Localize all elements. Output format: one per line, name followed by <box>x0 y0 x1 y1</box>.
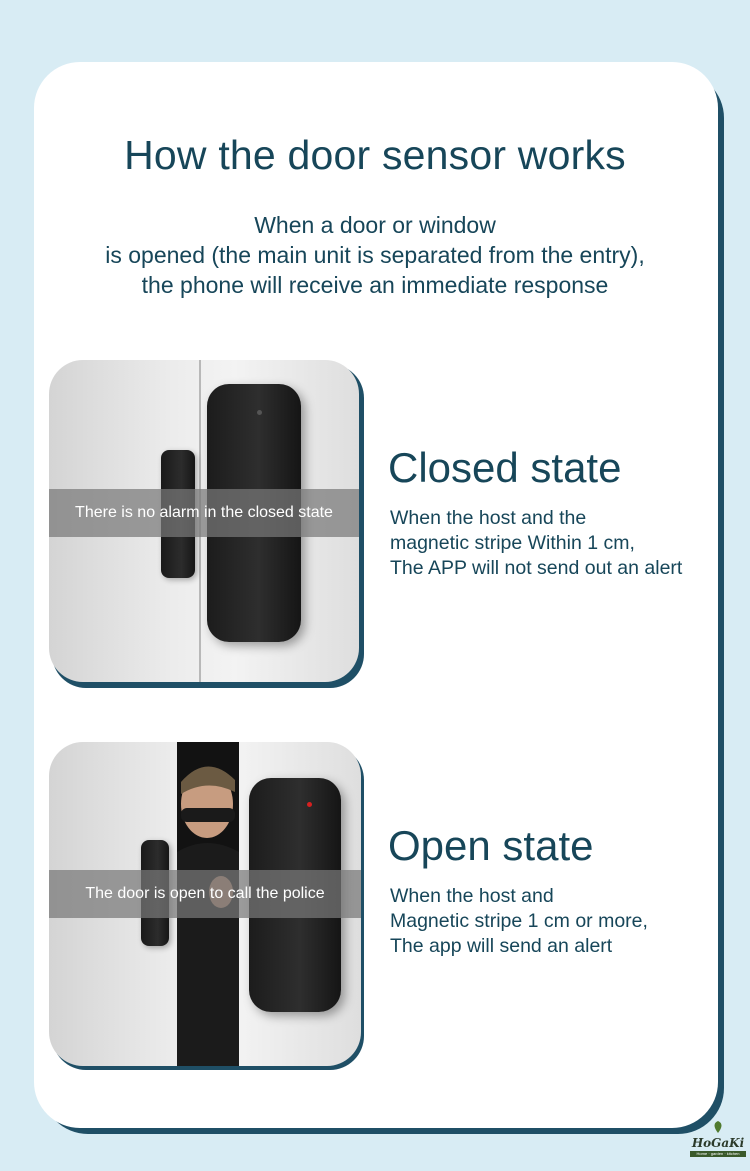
page-subtitle <box>0 210 750 300</box>
open-state-title: Open state <box>388 822 594 869</box>
brand-name: HoGaKi <box>691 1136 745 1150</box>
page-title: How the door sensor works <box>124 132 626 178</box>
brand-logo <box>690 1116 746 1166</box>
leaf-icon <box>709 1120 727 1134</box>
desc-line: When the host and the <box>390 507 587 529</box>
desc-line: The APP will not send out an alert <box>390 557 683 579</box>
subtitle-line: the phone will receive an immediate response <box>141 272 609 298</box>
subtitle-line: is opened (the main unit is separated from the entry), <box>105 242 645 268</box>
open-banner: The door is open to call the police <box>49 870 361 918</box>
desc-line: Magnetic stripe 1 cm or more, <box>390 910 648 932</box>
brand-tagline: Home · garden · kitchen <box>690 1151 746 1157</box>
subtitle-line: When a door or window <box>254 212 496 238</box>
closed-state-desc <box>390 506 682 581</box>
red-led-indicator <box>307 802 312 807</box>
desc-line: The app will send an alert <box>390 935 613 957</box>
open-state-desc <box>390 884 648 959</box>
desc-line: When the host and <box>390 885 554 907</box>
open-state-photo <box>49 742 361 1066</box>
closed-state-photo <box>49 360 359 682</box>
closed-state-title: Closed state <box>388 444 622 491</box>
desc-line: magnetic stripe Within 1 cm, <box>390 532 635 554</box>
closed-banner: There is no alarm in the closed state <box>49 489 359 537</box>
led-indicator <box>257 410 262 415</box>
